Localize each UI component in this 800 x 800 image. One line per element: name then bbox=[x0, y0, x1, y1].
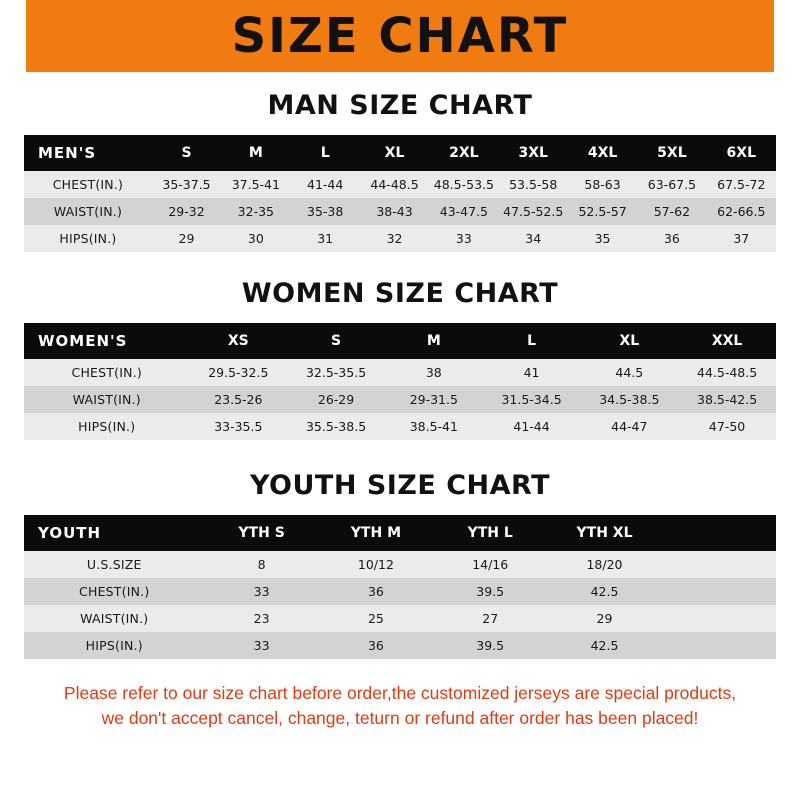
table-cell: 32 bbox=[360, 225, 429, 252]
table-row bbox=[24, 551, 776, 578]
table-cell: 32-35 bbox=[221, 198, 290, 225]
table-cell: 35-38 bbox=[291, 198, 360, 225]
column-header: XXL bbox=[678, 323, 776, 359]
column-header: L bbox=[291, 135, 360, 171]
column-header: MEN'S bbox=[24, 135, 152, 171]
table-cell: 38.5-41 bbox=[385, 413, 483, 440]
column-header: XL bbox=[360, 135, 429, 171]
table-cell: 31 bbox=[291, 225, 360, 252]
table-cell: 23 bbox=[204, 605, 318, 632]
table-cell: 33 bbox=[204, 632, 318, 659]
column-header: WOMEN'S bbox=[24, 323, 189, 359]
row-header: HIPS(IN.) bbox=[24, 413, 189, 440]
row-header: HIPS(IN.) bbox=[24, 632, 204, 659]
table-row bbox=[24, 605, 776, 632]
column-header: XS bbox=[189, 323, 287, 359]
table-cell: 44-47 bbox=[580, 413, 678, 440]
table-cell bbox=[662, 578, 776, 605]
column-header: 6XL bbox=[707, 135, 776, 171]
table-row bbox=[24, 225, 776, 252]
table-row bbox=[24, 198, 776, 225]
table-cell: 26-29 bbox=[287, 386, 385, 413]
page-title: SIZE CHART bbox=[231, 8, 569, 64]
row-header: CHEST(IN.) bbox=[24, 359, 189, 386]
column-header: 2XL bbox=[429, 135, 498, 171]
table-row bbox=[24, 386, 776, 413]
table-cell: 38.5-42.5 bbox=[678, 386, 776, 413]
table-header-row bbox=[24, 515, 776, 551]
table-cell: 38 bbox=[385, 359, 483, 386]
table-cell: 34.5-38.5 bbox=[580, 386, 678, 413]
table-cell: 36 bbox=[319, 578, 433, 605]
table-cell: 41-44 bbox=[291, 171, 360, 198]
table-cell: 30 bbox=[221, 225, 290, 252]
column-header: S bbox=[152, 135, 221, 171]
column-header: 4XL bbox=[568, 135, 637, 171]
table-cell: 37.5-41 bbox=[221, 171, 290, 198]
column-header: YTH L bbox=[433, 515, 547, 551]
table-cell: 29-31.5 bbox=[385, 386, 483, 413]
table-cell: 37 bbox=[707, 225, 776, 252]
table-cell: 27 bbox=[433, 605, 547, 632]
table-row bbox=[24, 578, 776, 605]
table-cell: 35 bbox=[568, 225, 637, 252]
column-header: YOUTH bbox=[24, 515, 204, 551]
table-row bbox=[24, 413, 776, 440]
table-cell: 52.5-57 bbox=[568, 198, 637, 225]
table-cell: 29.5-32.5 bbox=[189, 359, 287, 386]
man-size-table bbox=[24, 135, 776, 252]
table-cell: 31.5-34.5 bbox=[483, 386, 581, 413]
footer-note bbox=[24, 681, 776, 732]
footer-note-line-1: Please refer to our size chart before order,the customized jerseys are special products, bbox=[63, 683, 737, 703]
column-header: 5XL bbox=[637, 135, 706, 171]
table-cell: 43-47.5 bbox=[429, 198, 498, 225]
table-cell: 10/12 bbox=[319, 551, 433, 578]
table-cell: 8 bbox=[204, 551, 318, 578]
column-header: YTH M bbox=[319, 515, 433, 551]
table-cell: 18/20 bbox=[547, 551, 661, 578]
content bbox=[0, 90, 800, 732]
column-header: M bbox=[221, 135, 290, 171]
youth-size-table bbox=[24, 515, 776, 659]
table-cell: 35-37.5 bbox=[152, 171, 221, 198]
table-cell: 29-32 bbox=[152, 198, 221, 225]
table-cell: 58-63 bbox=[568, 171, 637, 198]
table-cell: 36 bbox=[319, 632, 433, 659]
table-cell: 44-48.5 bbox=[360, 171, 429, 198]
table-cell: 63-67.5 bbox=[637, 171, 706, 198]
column-header bbox=[662, 515, 776, 551]
man-section-title: MAN SIZE CHART bbox=[267, 90, 533, 121]
table-cell: 32.5-35.5 bbox=[287, 359, 385, 386]
row-header: CHEST(IN.) bbox=[24, 578, 204, 605]
table-cell: 53.5-58 bbox=[499, 171, 568, 198]
table-cell: 38-43 bbox=[360, 198, 429, 225]
header-left-margin bbox=[0, 0, 26, 72]
women-size-table bbox=[24, 323, 776, 440]
column-header: YTH XL bbox=[547, 515, 661, 551]
header-right-margin bbox=[774, 0, 800, 72]
table-row bbox=[24, 171, 776, 198]
row-header: U.S.SIZE bbox=[24, 551, 204, 578]
table-cell: 33-35.5 bbox=[189, 413, 287, 440]
row-header: CHEST(IN.) bbox=[24, 171, 152, 198]
table-cell: 42.5 bbox=[547, 578, 661, 605]
row-header: WAIST(IN.) bbox=[24, 198, 152, 225]
table-cell: 29 bbox=[547, 605, 661, 632]
table-cell: 47.5-52.5 bbox=[499, 198, 568, 225]
table-cell: 25 bbox=[319, 605, 433, 632]
table-cell: 33 bbox=[204, 578, 318, 605]
table-cell: 57-62 bbox=[637, 198, 706, 225]
row-header: WAIST(IN.) bbox=[24, 386, 189, 413]
table-cell: 48.5-53.5 bbox=[429, 171, 498, 198]
table-header-row bbox=[24, 135, 776, 171]
table-cell: 39.5 bbox=[433, 578, 547, 605]
column-header: XL bbox=[580, 323, 678, 359]
table-cell: 29 bbox=[152, 225, 221, 252]
table-cell: 44.5-48.5 bbox=[678, 359, 776, 386]
table-cell: 39.5 bbox=[433, 632, 547, 659]
table-row bbox=[24, 632, 776, 659]
table-cell: 33 bbox=[429, 225, 498, 252]
column-header: L bbox=[483, 323, 581, 359]
table-cell: 35.5-38.5 bbox=[287, 413, 385, 440]
table-cell: 47-50 bbox=[678, 413, 776, 440]
column-header: 3XL bbox=[499, 135, 568, 171]
table-cell: 23.5-26 bbox=[189, 386, 287, 413]
column-header: S bbox=[287, 323, 385, 359]
row-header: WAIST(IN.) bbox=[24, 605, 204, 632]
table-cell: 67.5-72 bbox=[707, 171, 776, 198]
table-cell: 36 bbox=[637, 225, 706, 252]
youth-section-title: YOUTH SIZE CHART bbox=[249, 470, 551, 501]
table-cell: 62-66.5 bbox=[707, 198, 776, 225]
header-band bbox=[0, 0, 800, 72]
women-section-title: WOMEN SIZE CHART bbox=[241, 278, 559, 309]
table-cell bbox=[662, 551, 776, 578]
column-header: YTH S bbox=[204, 515, 318, 551]
column-header: M bbox=[385, 323, 483, 359]
table-cell: 42.5 bbox=[547, 632, 661, 659]
table-cell: 14/16 bbox=[433, 551, 547, 578]
table-header-row bbox=[24, 323, 776, 359]
table-cell: 41-44 bbox=[483, 413, 581, 440]
table-cell bbox=[662, 632, 776, 659]
table-row bbox=[24, 359, 776, 386]
footer-note-line-2: we don't accept cancel, change, teturn or refund after order has been placed! bbox=[101, 708, 699, 729]
row-header: HIPS(IN.) bbox=[24, 225, 152, 252]
table-cell: 41 bbox=[483, 359, 581, 386]
table-cell: 44.5 bbox=[580, 359, 678, 386]
table-cell bbox=[662, 605, 776, 632]
table-cell: 34 bbox=[499, 225, 568, 252]
